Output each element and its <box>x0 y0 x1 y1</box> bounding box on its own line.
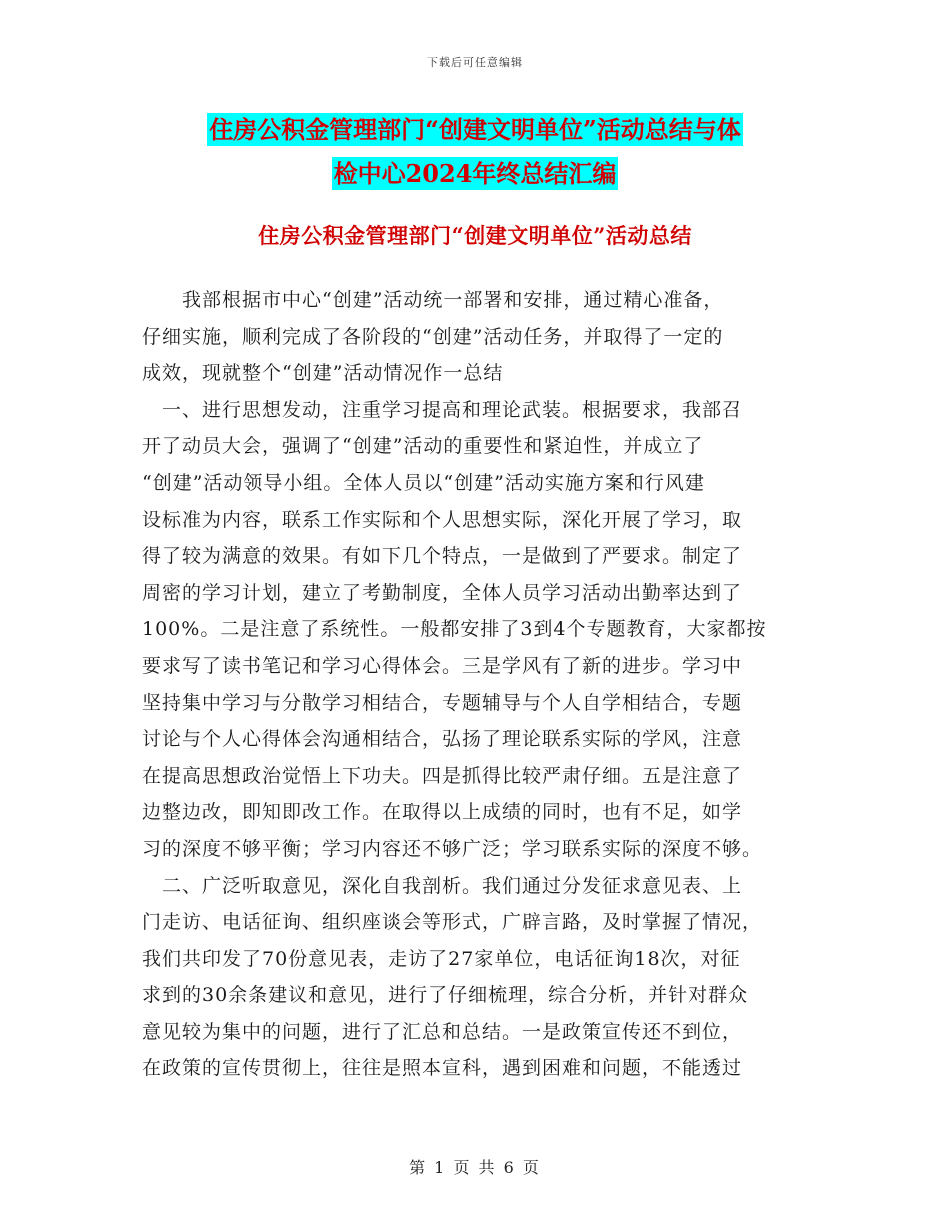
body-line: 边整边改，即知即改工作。在取得以上成绩的同时，也有不足，如学 <box>142 801 743 824</box>
body-line: 周密的学习计划，建立了考勤制度，全体人员学习活动出勤率达到了 <box>142 581 743 604</box>
document-title-line-2: 检中心2024年终总结汇编 <box>333 159 617 188</box>
body-line: 要求写了读书笔记和学习心得体会。三是学风有了新的进步。学习中 <box>142 654 743 677</box>
body-line: 坚持集中学习与分散学习相结合，专题辅导与个人自学相结合，专题 <box>142 691 743 714</box>
body-line: 求到的30余条建议和意见，进行了仔细梳理，综合分析，并针对群众 <box>142 984 749 1007</box>
body-line: 我们共印发了70份意见表，走访了27家单位，电话征询18次，对征 <box>142 947 741 970</box>
header-note: 下载后可任意编辑 <box>427 56 523 69</box>
body-text <box>142 282 822 1087</box>
body-line: 二、广泛听取意见，深化自我剖析。我们通过分发征求意见表、上 <box>142 874 743 897</box>
document-title <box>130 108 820 196</box>
body-line: 开了动员大会，强调了“创建”活动的重要性和紧迫性，并成立了 <box>142 435 704 458</box>
body-line: 我部根据市中心“创建”活动统一部署和安排，通过精心准备， <box>142 289 724 311</box>
document-title-line-1: 住房公积金管理部门“创建文明单位”活动总结与体 <box>209 115 741 144</box>
section-title: 住房公积金管理部门“创建文明单位”活动总结 <box>258 223 692 248</box>
body-line: 在提高思想政治觉悟上下功夫。四是抓得比较严肃仔细。五是注意了 <box>142 764 743 787</box>
body-line: 得了较为满意的效果。有如下几个特点，一是做到了严要求。制定了 <box>142 545 743 568</box>
body-line: 仔细实施，顺利完成了各阶段的“创建”活动任务，并取得了一定的 <box>142 325 724 348</box>
body-line: 设标准为内容，联系工作实际和个人思想实际，深化开展了学习，取 <box>142 508 743 531</box>
body-line: 门走访、电话征询、组织座谈会等形式，广辟言路，及时掌握了情况， <box>142 911 763 934</box>
body-line: 100%。二是注意了系统性。一般都安排了3到4个专题教育，大家都按 <box>142 618 767 641</box>
body-line: 意见较为集中的问题，进行了汇总和总结。一是政策宣传还不到位， <box>142 1020 743 1043</box>
body-line: 在政策的宣传贯彻上，往往是照本宣科，遇到困难和问题，不能透过 <box>142 1057 743 1080</box>
body-line: 一、进行思想发动，注重学习提高和理论武装。根据要求，我部召 <box>142 398 743 421</box>
body-line: 习的深度不够平衡；学习内容还不够广泛；学习联系实际的深度不够。 <box>142 837 763 860</box>
body-line: “创建”活动领导小组。全体人员以“创建”活动实施方案和行风建 <box>142 471 705 494</box>
body-line: 讨论与个人心得体会沟通相结合，弘扬了理论联系实际的学风，注意 <box>142 728 743 751</box>
page-footer: 第 1 页 共 6 页 <box>409 1158 541 1177</box>
body-line: 成效，现就整个“创建”活动情况作一总结 <box>142 362 504 385</box>
